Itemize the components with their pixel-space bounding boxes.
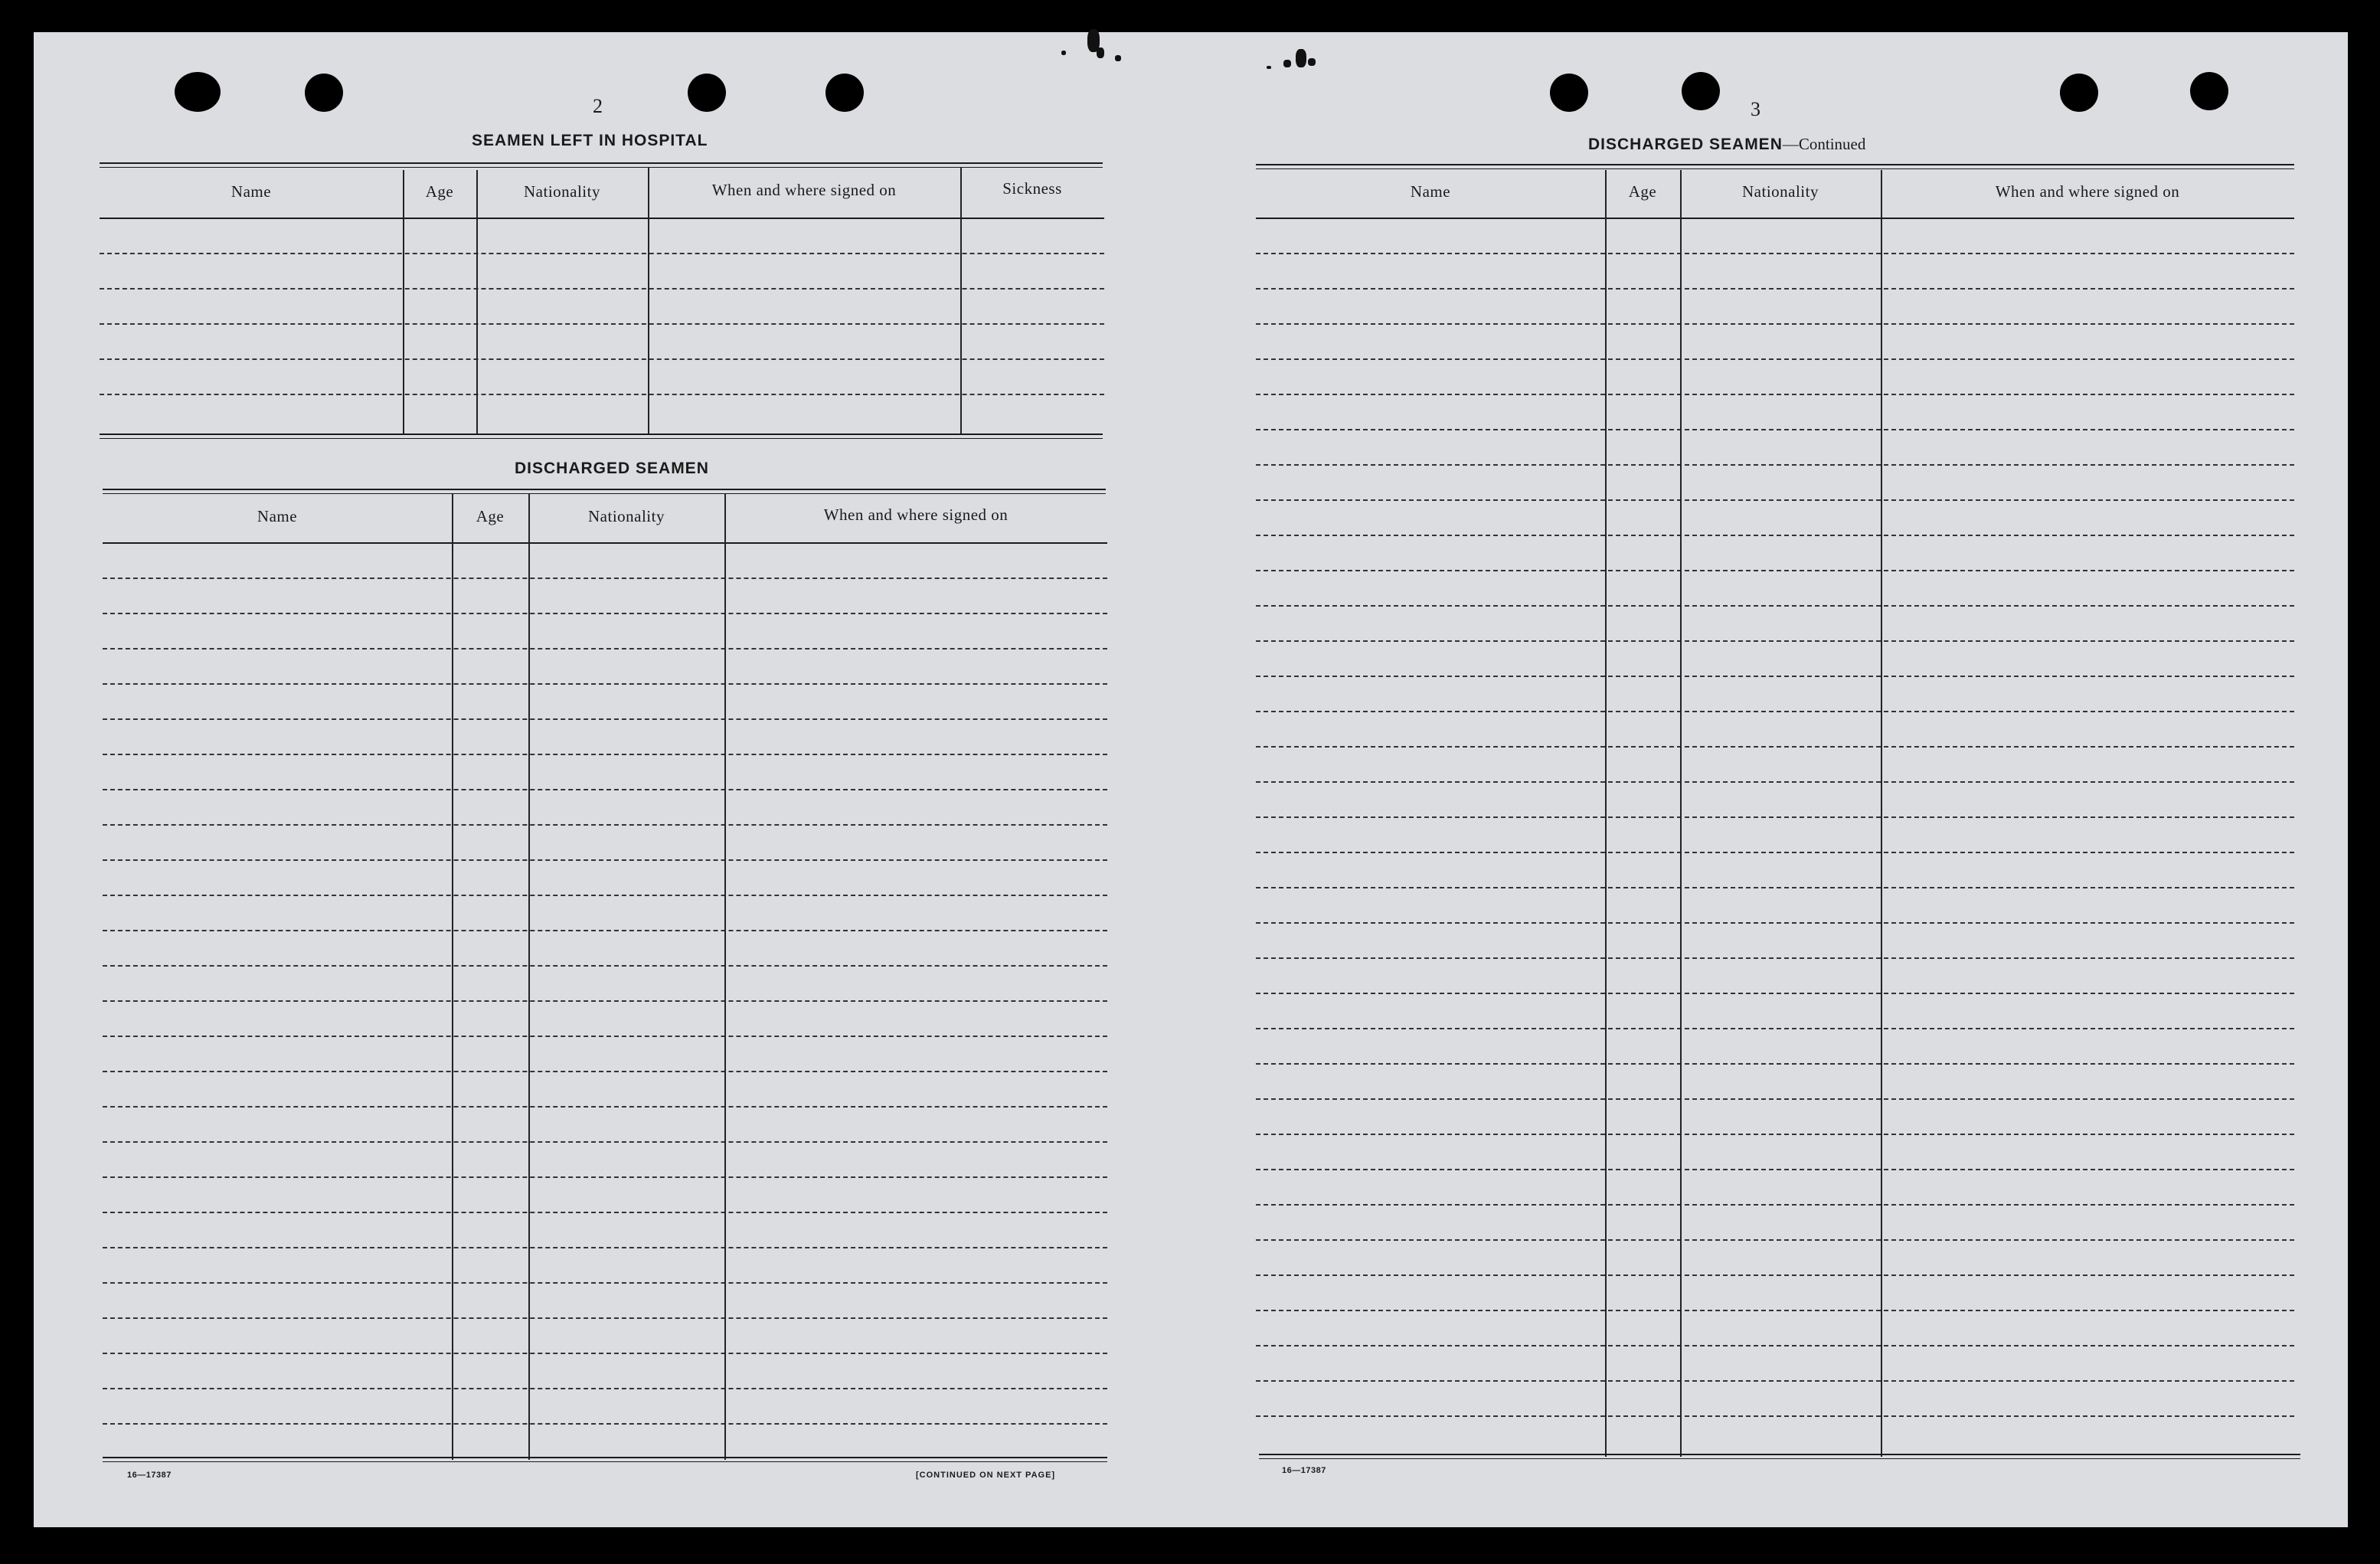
paper-speck xyxy=(1097,47,1104,58)
row-line xyxy=(103,789,1107,790)
column-header-when-where: When and where signed on xyxy=(823,506,1009,524)
page-number: 3 xyxy=(1751,98,1760,120)
row-line xyxy=(1256,640,2294,642)
row-line xyxy=(1256,464,2294,466)
punch-hole xyxy=(688,74,726,112)
row-line xyxy=(1256,1204,2294,1206)
row-line xyxy=(103,1282,1107,1284)
row-line xyxy=(1256,746,2294,748)
row-line xyxy=(1256,1380,2294,1382)
row-line xyxy=(1256,535,2294,536)
form-number: 16—17387 xyxy=(127,1471,172,1480)
row-line xyxy=(1256,253,2294,254)
hospital-table-bottom-rule xyxy=(100,434,1103,439)
column-header-sickness: Sickness xyxy=(1002,179,1062,198)
column-header-nationality: Nationality xyxy=(524,182,600,201)
paper-speck xyxy=(1283,60,1291,67)
row-line xyxy=(103,1176,1107,1178)
column-header-nationality: Nationality xyxy=(588,507,665,525)
column-header-age: Age xyxy=(425,182,454,201)
column-divider xyxy=(1605,170,1607,1457)
punch-hole xyxy=(825,74,864,112)
row-line xyxy=(103,613,1107,614)
row-line xyxy=(103,648,1107,649)
row-line xyxy=(103,754,1107,755)
row-line xyxy=(103,1353,1107,1354)
hospital-header-rule xyxy=(100,218,1104,219)
column-header-name: Name xyxy=(257,507,298,525)
row-line xyxy=(103,1247,1107,1248)
punch-hole xyxy=(305,74,343,112)
row-line xyxy=(1256,887,2294,888)
row-line xyxy=(103,824,1107,826)
punch-hole xyxy=(175,72,221,112)
column-divider xyxy=(452,493,453,1460)
row-line xyxy=(103,1106,1107,1108)
discharged-table-bottom-rule xyxy=(103,1457,1107,1462)
punch-hole xyxy=(2060,74,2098,112)
document-sheet xyxy=(34,32,2348,1527)
row-line xyxy=(103,718,1107,720)
column-divider xyxy=(1680,170,1682,1457)
row-line xyxy=(1256,394,2294,395)
row-line xyxy=(103,1036,1107,1037)
paper-speck xyxy=(1308,58,1316,66)
column-divider xyxy=(648,167,649,434)
column-divider xyxy=(724,493,726,1460)
discharged-header-rule xyxy=(103,542,1107,544)
row-line xyxy=(1256,711,2294,712)
paper-speck xyxy=(1115,55,1121,61)
row-line xyxy=(1256,676,2294,677)
column-divider xyxy=(403,170,404,434)
row-line xyxy=(1256,499,2294,501)
row-line xyxy=(1256,1239,2294,1241)
row-line xyxy=(1256,1310,2294,1311)
row-line xyxy=(1256,1169,2294,1170)
column-divider xyxy=(476,170,478,434)
column-header-age: Age xyxy=(1628,182,1657,201)
row-line xyxy=(103,1423,1107,1425)
column-header-name: Name xyxy=(230,182,272,201)
continued-suffix: —Continued xyxy=(1782,135,1866,153)
row-line xyxy=(103,930,1107,931)
punch-hole xyxy=(1550,74,1588,112)
column-header-nationality: Nationality xyxy=(1742,182,1819,201)
row-line xyxy=(1256,323,2294,325)
row-line xyxy=(100,323,1104,325)
column-header-when-where: When and where signed on xyxy=(711,181,897,199)
row-line xyxy=(103,683,1107,685)
row-line xyxy=(103,1000,1107,1002)
row-line xyxy=(103,965,1107,967)
row-line xyxy=(103,1071,1107,1072)
row-line xyxy=(1256,1028,2294,1029)
column-divider xyxy=(960,167,962,434)
row-line xyxy=(1256,1134,2294,1135)
row-line xyxy=(1256,570,2294,571)
row-line xyxy=(1256,605,2294,607)
punch-hole xyxy=(2190,72,2228,110)
row-line xyxy=(103,1317,1107,1319)
discharged-title-text: DISCHARGED SEAMEN xyxy=(1588,136,1783,153)
row-line xyxy=(103,1212,1107,1213)
continued-note: [CONTINUED ON NEXT PAGE] xyxy=(916,1471,1056,1480)
row-line xyxy=(103,1141,1107,1143)
row-line xyxy=(1256,1274,2294,1276)
row-line xyxy=(103,1388,1107,1389)
paper-speck xyxy=(1267,66,1271,69)
row-line xyxy=(100,394,1104,395)
column-divider xyxy=(528,493,530,1460)
row-line xyxy=(1256,957,2294,959)
row-line xyxy=(1256,1098,2294,1100)
discharged-table-top-rule xyxy=(1256,164,2294,169)
column-header-name: Name xyxy=(1410,182,1451,201)
hospital-table-title: SEAMEN LEFT IN HOSPITAL xyxy=(472,132,708,149)
row-line xyxy=(1256,922,2294,924)
row-line xyxy=(1256,1063,2294,1065)
row-line xyxy=(100,253,1104,254)
column-header-age: Age xyxy=(476,507,505,525)
discharged-table-top-rule xyxy=(103,489,1106,494)
row-line xyxy=(103,578,1107,579)
punch-hole xyxy=(1682,72,1720,110)
row-line xyxy=(1256,1415,2294,1417)
paper-speck xyxy=(1061,51,1066,55)
row-line xyxy=(103,895,1107,896)
row-line xyxy=(1256,429,2294,430)
discharged-header-rule xyxy=(1256,218,2294,219)
hospital-table-top-rule xyxy=(100,162,1103,168)
row-line xyxy=(1256,816,2294,818)
row-line xyxy=(1256,358,2294,360)
row-line xyxy=(103,859,1107,861)
row-line xyxy=(1256,993,2294,994)
column-header-when-where: When and where signed on xyxy=(1995,182,2180,201)
discharged-table-bottom-rule xyxy=(1259,1454,2300,1459)
discharged-table-title: DISCHARGED SEAMEN xyxy=(515,460,709,477)
paper-speck xyxy=(1296,49,1306,67)
row-line xyxy=(100,358,1104,360)
column-divider xyxy=(1881,170,1882,1457)
row-line xyxy=(100,288,1104,290)
form-number: 16—17387 xyxy=(1282,1466,1326,1475)
page-number: 2 xyxy=(593,95,603,117)
row-line xyxy=(1256,1345,2294,1346)
row-line xyxy=(1256,781,2294,783)
discharged-continued-title xyxy=(1588,135,1865,154)
row-line xyxy=(1256,852,2294,853)
row-line xyxy=(1256,288,2294,290)
